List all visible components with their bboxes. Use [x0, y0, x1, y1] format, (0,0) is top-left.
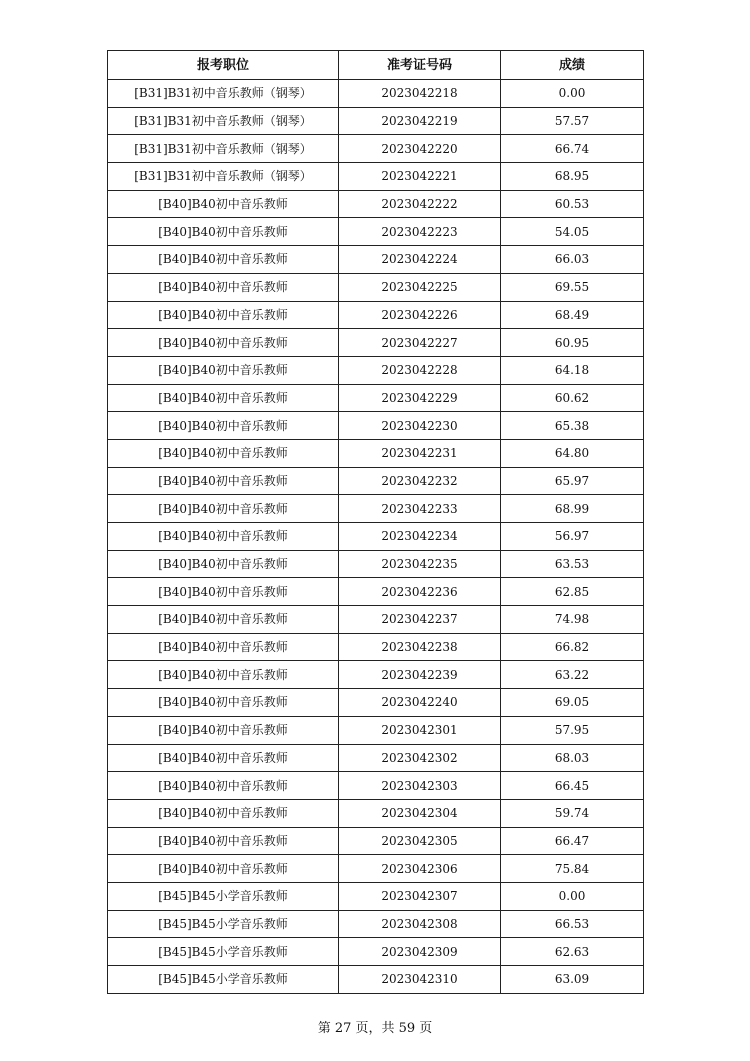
cell-score: 0.00: [501, 882, 644, 910]
cell-position: [B40]B40初中音乐教师: [108, 827, 339, 855]
table-row: [108, 966, 644, 994]
cell-exam-id: 2023042302: [339, 744, 501, 772]
cell-exam-id: 2023042305: [339, 827, 501, 855]
cell-score: 57.57: [501, 107, 644, 135]
cell-score: 66.53: [501, 910, 644, 938]
cell-exam-id: 2023042232: [339, 467, 501, 495]
score-table: [107, 50, 644, 994]
cell-score: 69.05: [501, 689, 644, 717]
header-position: 报考职位: [108, 51, 339, 80]
cell-position: [B40]B40初中音乐教师: [108, 467, 339, 495]
table-header: [108, 51, 644, 80]
table-row: [108, 163, 644, 191]
table-row: [108, 799, 644, 827]
cell-score: 66.45: [501, 772, 644, 800]
cell-score: 69.55: [501, 273, 644, 301]
cell-exam-id: 2023042238: [339, 633, 501, 661]
cell-score: 62.85: [501, 578, 644, 606]
table-row: [108, 523, 644, 551]
cell-position: [B40]B40初中音乐教师: [108, 523, 339, 551]
table-row: [108, 689, 644, 717]
table-row: [108, 467, 644, 495]
cell-exam-id: 2023042301: [339, 716, 501, 744]
cell-score: 0.00: [501, 80, 644, 108]
cell-position: [B40]B40初中音乐教师: [108, 689, 339, 717]
cell-score: 59.74: [501, 799, 644, 827]
cell-exam-id: 2023042230: [339, 412, 501, 440]
cell-position: [B31]B31初中音乐教师（钢琴）: [108, 163, 339, 191]
table-row: [108, 218, 644, 246]
cell-score: 62.63: [501, 938, 644, 966]
cell-position: [B40]B40初中音乐教师: [108, 329, 339, 357]
cell-exam-id: 2023042306: [339, 855, 501, 883]
table-row: [108, 246, 644, 274]
cell-position: [B40]B40初中音乐教师: [108, 744, 339, 772]
cell-score: 60.53: [501, 190, 644, 218]
table-row: [108, 190, 644, 218]
table-row: [108, 578, 644, 606]
table-row: [108, 882, 644, 910]
cell-score: 60.62: [501, 384, 644, 412]
cell-exam-id: 2023042303: [339, 772, 501, 800]
cell-exam-id: 2023042224: [339, 246, 501, 274]
cell-exam-id: 2023042225: [339, 273, 501, 301]
cell-score: 65.97: [501, 467, 644, 495]
cell-exam-id: 2023042229: [339, 384, 501, 412]
cell-exam-id: 2023042218: [339, 80, 501, 108]
cell-exam-id: 2023042227: [339, 329, 501, 357]
cell-score: 64.18: [501, 356, 644, 384]
header-exam-id: 准考证号码: [339, 51, 501, 80]
cell-position: [B40]B40初中音乐教师: [108, 661, 339, 689]
page-number: 第 27 页，共 59 页: [317, 1021, 433, 1036]
table-row: [108, 329, 644, 357]
cell-exam-id: 2023042219: [339, 107, 501, 135]
cell-exam-id: 2023042223: [339, 218, 501, 246]
cell-position: [B45]B45小学音乐教师: [108, 882, 339, 910]
table-row: [108, 661, 644, 689]
cell-position: [B40]B40初中音乐教师: [108, 716, 339, 744]
cell-position: [B40]B40初中音乐教师: [108, 439, 339, 467]
cell-score: 57.95: [501, 716, 644, 744]
cell-position: [B40]B40初中音乐教师: [108, 218, 339, 246]
table-row: [108, 439, 644, 467]
cell-position: [B31]B31初中音乐教师（钢琴）: [108, 80, 339, 108]
table-row: [108, 827, 644, 855]
cell-score: 63.09: [501, 966, 644, 994]
cell-exam-id: 2023042221: [339, 163, 501, 191]
cell-exam-id: 2023042310: [339, 966, 501, 994]
table-row: [108, 135, 644, 163]
cell-exam-id: 2023042228: [339, 356, 501, 384]
cell-score: 66.74: [501, 135, 644, 163]
cell-exam-id: 2023042234: [339, 523, 501, 551]
cell-position: [B40]B40初中音乐教师: [108, 495, 339, 523]
cell-exam-id: 2023042220: [339, 135, 501, 163]
cell-score: 64.80: [501, 439, 644, 467]
table-row: [108, 910, 644, 938]
cell-position: [B31]B31初中音乐教师（钢琴）: [108, 135, 339, 163]
cell-position: [B40]B40初中音乐教师: [108, 772, 339, 800]
cell-score: 75.84: [501, 855, 644, 883]
cell-score: 68.03: [501, 744, 644, 772]
table-body: [108, 80, 644, 994]
table-row: [108, 80, 644, 108]
table-row: [108, 384, 644, 412]
cell-position: [B40]B40初中音乐教师: [108, 412, 339, 440]
cell-score: 68.95: [501, 163, 644, 191]
cell-exam-id: 2023042236: [339, 578, 501, 606]
cell-score: 54.05: [501, 218, 644, 246]
cell-position: [B31]B31初中音乐教师（钢琴）: [108, 107, 339, 135]
table-row: [108, 550, 644, 578]
table-row: [108, 772, 644, 800]
cell-exam-id: 2023042309: [339, 938, 501, 966]
cell-exam-id: 2023042304: [339, 799, 501, 827]
cell-position: [B40]B40初中音乐教师: [108, 578, 339, 606]
cell-position: [B45]B45小学音乐教师: [108, 966, 339, 994]
cell-score: 56.97: [501, 523, 644, 551]
table-row: [108, 301, 644, 329]
table-row: [108, 412, 644, 440]
cell-position: [B40]B40初中音乐教师: [108, 550, 339, 578]
table-row: [108, 744, 644, 772]
cell-score: 66.82: [501, 633, 644, 661]
table-row: [108, 107, 644, 135]
cell-position: [B45]B45小学音乐教师: [108, 910, 339, 938]
cell-position: [B40]B40初中音乐教师: [108, 855, 339, 883]
cell-exam-id: 2023042235: [339, 550, 501, 578]
header-row: [108, 51, 644, 80]
table-row: [108, 356, 644, 384]
table-row: [108, 855, 644, 883]
cell-position: [B40]B40初中音乐教师: [108, 301, 339, 329]
cell-score: 63.22: [501, 661, 644, 689]
cell-position: [B40]B40初中音乐教师: [108, 606, 339, 634]
header-score: 成绩: [501, 51, 644, 80]
cell-score: 65.38: [501, 412, 644, 440]
table-row: [108, 273, 644, 301]
cell-exam-id: 2023042226: [339, 301, 501, 329]
cell-exam-id: 2023042231: [339, 439, 501, 467]
table-row: [108, 606, 644, 634]
table-row: [108, 938, 644, 966]
cell-position: [B40]B40初中音乐教师: [108, 190, 339, 218]
cell-exam-id: 2023042239: [339, 661, 501, 689]
cell-position: [B40]B40初中音乐教师: [108, 273, 339, 301]
cell-exam-id: 2023042308: [339, 910, 501, 938]
cell-position: [B45]B45小学音乐教师: [108, 938, 339, 966]
cell-exam-id: 2023042240: [339, 689, 501, 717]
cell-score: 74.98: [501, 606, 644, 634]
cell-score: 66.47: [501, 827, 644, 855]
cell-score: 68.99: [501, 495, 644, 523]
cell-score: 66.03: [501, 246, 644, 274]
cell-position: [B40]B40初中音乐教师: [108, 633, 339, 661]
table-row: [108, 633, 644, 661]
cell-score: 63.53: [501, 550, 644, 578]
cell-position: [B40]B40初中音乐教师: [108, 384, 339, 412]
cell-exam-id: 2023042307: [339, 882, 501, 910]
cell-score: 60.95: [501, 329, 644, 357]
cell-position: [B40]B40初中音乐教师: [108, 356, 339, 384]
table-row: [108, 716, 644, 744]
cell-position: [B40]B40初中音乐教师: [108, 799, 339, 827]
table-row: [108, 495, 644, 523]
cell-exam-id: 2023042222: [339, 190, 501, 218]
cell-position: [B40]B40初中音乐教师: [108, 246, 339, 274]
cell-exam-id: 2023042233: [339, 495, 501, 523]
cell-score: 68.49: [501, 301, 644, 329]
cell-exam-id: 2023042237: [339, 606, 501, 634]
